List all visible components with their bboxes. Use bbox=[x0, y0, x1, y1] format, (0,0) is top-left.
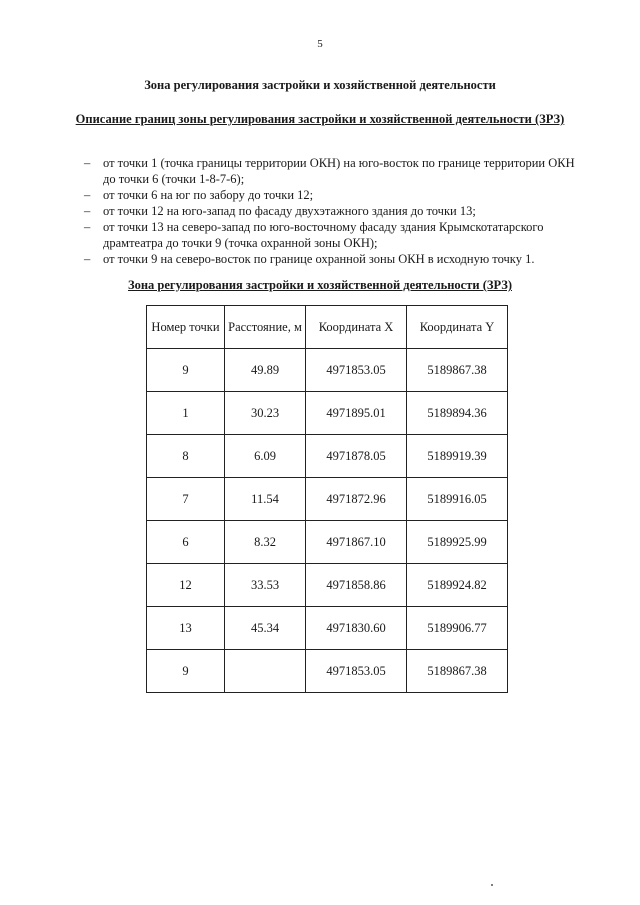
table-row bbox=[147, 650, 508, 693]
cell-coordinate-y: 5189867.38 bbox=[407, 349, 508, 392]
cell-point-number: 8 bbox=[147, 435, 225, 478]
list-item bbox=[84, 155, 584, 187]
table-row bbox=[147, 521, 508, 564]
table-row bbox=[147, 607, 508, 650]
boundary-description-list bbox=[84, 155, 584, 267]
cell-point-number: 12 bbox=[147, 564, 225, 607]
list-item-text: от точки 13 на северо-запад по юго-восточному фасаду здания Крымскотатарского драмтеатра до точки 9 (точка охранной зоны ОКН); bbox=[103, 220, 544, 250]
boundary-description-heading: Описание границ зоны регулирования застройки и хозяйственной деятельности (ЗРЗ) bbox=[75, 112, 565, 126]
cell-coordinate-y: 5189916.05 bbox=[407, 478, 508, 521]
cell-point-number: 9 bbox=[147, 650, 225, 693]
column-header-point-number: Номер точки bbox=[147, 306, 225, 349]
bullet-dash: – bbox=[84, 188, 91, 202]
cell-distance: 33.53 bbox=[225, 564, 306, 607]
cell-coordinate-x: 4971878.05 bbox=[306, 435, 407, 478]
cell-distance: 8.32 bbox=[225, 521, 306, 564]
cell-point-number: 1 bbox=[147, 392, 225, 435]
cell-coordinate-y: 5189919.39 bbox=[407, 435, 508, 478]
list-item-text: от точки 1 (точка границы территории ОКН) на юго-восток по границе территории ОКН до точки 6 (точки 1-8-7-6); bbox=[103, 156, 575, 186]
cell-coordinate-x: 4971858.86 bbox=[306, 564, 407, 607]
cell-coordinate-y: 5189925.99 bbox=[407, 521, 508, 564]
list-item bbox=[84, 251, 584, 267]
scan-speck bbox=[491, 884, 493, 886]
cell-distance: 11.54 bbox=[225, 478, 306, 521]
list-item bbox=[84, 203, 584, 219]
table-header-row bbox=[147, 306, 508, 349]
cell-coordinate-x: 4971872.96 bbox=[306, 478, 407, 521]
list-item bbox=[84, 219, 584, 251]
column-header-coordinate-x: Координата X bbox=[306, 306, 407, 349]
cell-distance: 45.34 bbox=[225, 607, 306, 650]
bullet-dash: – bbox=[84, 156, 91, 170]
cell-coordinate-x: 4971867.10 bbox=[306, 521, 407, 564]
table-row bbox=[147, 349, 508, 392]
cell-point-number: 7 bbox=[147, 478, 225, 521]
list-item-text: от точки 6 на юг по забору до точки 12; bbox=[103, 188, 314, 202]
cell-coordinate-y: 5189906.77 bbox=[407, 607, 508, 650]
table-row bbox=[147, 392, 508, 435]
cell-point-number: 13 bbox=[147, 607, 225, 650]
bullet-dash: – bbox=[84, 220, 91, 234]
cell-coordinate-x: 4971895.01 bbox=[306, 392, 407, 435]
cell-coordinate-x: 4971830.60 bbox=[306, 607, 407, 650]
cell-point-number: 9 bbox=[147, 349, 225, 392]
page-title: Зона регулирования застройки и хозяйственной деятельности bbox=[144, 78, 496, 92]
coordinates-table bbox=[146, 305, 508, 693]
bullet-dash: – bbox=[84, 252, 91, 266]
cell-distance: 30.23 bbox=[225, 392, 306, 435]
bullet-dash: – bbox=[84, 204, 91, 218]
cell-point-number: 6 bbox=[147, 521, 225, 564]
list-item-text: от точки 12 на юго-запад по фасаду двухэтажного здания до точки 13; bbox=[103, 204, 476, 218]
cell-distance bbox=[225, 650, 306, 693]
list-item-text: от точки 9 на северо-восток по границе охранной зоны ОКН в исходную точку 1. bbox=[103, 252, 535, 266]
cell-coordinate-x: 4971853.05 bbox=[306, 650, 407, 693]
list-item bbox=[84, 187, 584, 203]
cell-coordinate-x: 4971853.05 bbox=[306, 349, 407, 392]
cell-coordinate-y: 5189924.82 bbox=[407, 564, 508, 607]
column-header-coordinate-y: Координата Y bbox=[407, 306, 508, 349]
column-header-distance: Расстояние, м bbox=[225, 306, 306, 349]
cell-coordinate-y: 5189867.38 bbox=[407, 650, 508, 693]
cell-coordinate-y: 5189894.36 bbox=[407, 392, 508, 435]
table-row bbox=[147, 564, 508, 607]
table-row bbox=[147, 478, 508, 521]
coordinates-table-heading: Зона регулирования застройки и хозяйственной деятельности (ЗРЗ) bbox=[127, 278, 512, 292]
cell-distance: 49.89 bbox=[225, 349, 306, 392]
table-row bbox=[147, 435, 508, 478]
page-number: 5 bbox=[317, 38, 323, 50]
cell-distance: 6.09 bbox=[225, 435, 306, 478]
